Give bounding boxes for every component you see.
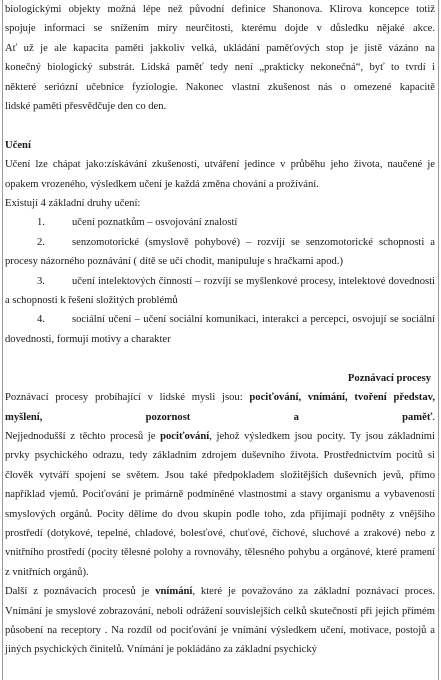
list-number: 1. [37, 217, 45, 229]
poznavaci-intro-continued [5, 408, 435, 427]
pocitovani-paragraph [5, 427, 435, 582]
page-border-right [438, 0, 439, 680]
paragraph-line: Ať už je ale kapacita paměti jakkoliv velká, ukládání paměťových stop je jistě vázáno na [5, 42, 435, 54]
list-number: 3. [37, 275, 45, 287]
list-number: 2. [37, 236, 45, 248]
list-text: učení intelektových činností – rozvíjí se myšlenkové procesy, intelektové dovednosti a schopnosti k řešení složitých problémů [5, 275, 435, 307]
uceni-intro: Učení lze chápat jako:získávání zkušeností, utváření jedince v průběhu jeho života, naučené je opakem vrozeného, výsledkem učení je každá změna chování a prožívání. [5, 159, 435, 190]
bold-term-group [402, 412, 435, 423]
paragraph-text: Nejjednodušší z těchto procesů je [5, 430, 161, 442]
paragraph-line: některé seriózní učebnice fyziologie. Nakonec vlastní zkušenost nás o omezené kapacitě [5, 81, 435, 93]
page-border-left [2, 0, 3, 680]
paragraph-text: , jehož výsledkem jsou pocity. Ty jsou základními prvky psychického odrazu, tedy základním zdrojem duševního života. Prostřednictvím pocitů si člověk vytváří spojení se světem. Jsou také předpokladem složitějších duševních jevů, přímo například vjemů. Pociťování je primárně podmíněné vlastnostmi a stavy organismu a vybaveností smyslových orgánů. Pocity dělíme do dvou skupin podle toho, zda přijímají podněty z vnějšího prostředí (dotykové, tepelné, chladové, bolesťové, chuťové, čichové, sluchové a zrakové) nebo z vnitřního prostředí (pocity tělesné polohy a rovnováhy, tělesného pohybu a orgánové, které pramení z vnitřních orgánů). [5, 430, 435, 578]
list-text: sociální učení – učení sociální komunikaci, interakci a percepci, osvojují se sociální dovednosti, formují motivy a charakter [5, 314, 435, 345]
list-text: senzomotorické (smyslově pohybové) – rozvíjí se senzomotorické schopnosti a procesy názorného poznávání ( dítě se učí chodit, manipuluje s hračkami apod.) [5, 236, 435, 268]
list-number: 4. [37, 314, 45, 326]
section-heading-uceni: Učení [5, 139, 31, 151]
paragraph-text: Další z poznávacích procesů je [5, 586, 156, 598]
period: . [432, 411, 436, 423]
bold-term: pociťování [160, 430, 210, 442]
spacer [5, 349, 435, 368]
paragraph-line: lidské paměti přesvědčuje den co den. [5, 101, 167, 113]
list-item [5, 233, 435, 272]
bold-term: a [293, 411, 299, 423]
bold-term: pozornost [145, 411, 191, 423]
document-body [5, 0, 435, 660]
bold-terms: pociťování, vnímání, tvoření představ, [249, 392, 435, 404]
list-text: učení poznatkům – osvojování znalostí [72, 217, 238, 229]
paragraph-line: konečný biologický substrát. Lidská paměť tedy není „prakticky nekonečná“, byť to tvrdí i [5, 62, 435, 74]
poznavaci-intro [5, 388, 435, 407]
uceni-types-intro: Existují 4 základní druhy učení: [5, 198, 141, 210]
paragraph-text: , které je považováno za základní poznávací proces. Vnímání je smyslové zobrazování, neboli odrážení souvislejších celků skutečnosti při jejich přímém působení na receptory . Na rozdíl od pociťování je vnímání výsledkem učení, motivace, postojů a jiných psychických činitelů. Vnímání je pokládáno za základní psychický [5, 586, 435, 656]
spacer [5, 116, 435, 135]
intro-text: Poznávací procesy probíhající v lidské mysli jsou: [5, 392, 250, 404]
list-item [5, 272, 435, 311]
paragraph-line: spojuje informaci se snížením míry neurčitosti, kterému dojde v důsledku nějaké akce. [5, 23, 435, 35]
list-item [5, 213, 435, 232]
list-item [5, 310, 435, 349]
bold-term: myšlení, [5, 411, 43, 423]
vnimani-paragraph [5, 582, 435, 660]
bold-term: vnímání [155, 586, 193, 598]
section-heading-poznavaci: Poznávací procesy [347, 372, 431, 384]
paragraph-line: biologickými objekty možná lépe než původní definice Shanonova. Klirova koncepce totiž [5, 4, 435, 15]
bold-term: paměť [402, 411, 433, 423]
